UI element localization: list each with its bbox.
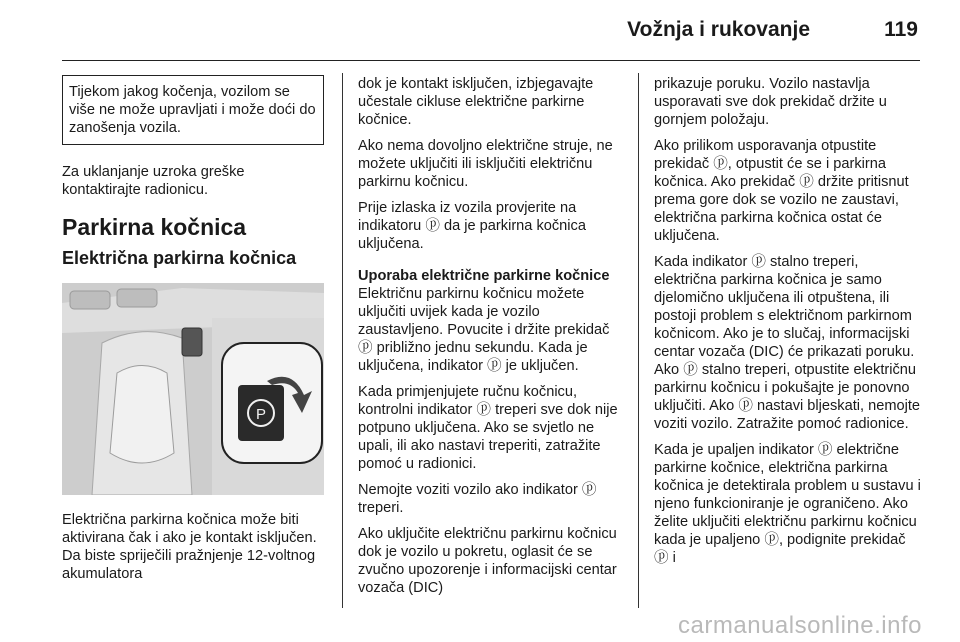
column-2 [358,75,626,605]
column-divider-2 [638,73,639,608]
paragraph: Električna parkirna kočnica može biti aktivirana čak i ako je kontakt isključen. Da biste spriječili pražnjenje 12-voltnog akumulatora [62,512,317,582]
page-number: 119 [884,18,918,41]
paragraph: Električnu parkirnu kočnicu možete uključiti uvijek kada je vozilo zaustavljeno. Povucite i držite prekidač ⓟ približno jednu sekundu. Kada je uključena, indikator ⓟ je uključen. [358,286,610,374]
usage-heading: Uporaba električne parkirne kočnice [358,268,610,284]
paragraph: Prije izlaska iz vozila provjerite na indikatoru ⓟ da je parkirna kočnica uključena. [358,200,586,252]
paragraph: Ako prilikom usporavanja otpustite prekidač ⓟ, otpustit će se i parkirna kočnica. Ako prekidač ⓟ držite pritisnut prema gore dok se vozilo ne zaustavi, električna parkirna kočnica ostat će uključena. [654,138,909,244]
warning-box [62,75,324,145]
paragraph: Nemojte voziti vozilo ako indikator ⓟ treperi. [358,482,597,516]
column-divider-1 [342,73,343,608]
watermark: carmanualsonline.info [678,612,922,639]
paragraph: Za uklanjanje uzroka greške kontaktirajte radionicu. [62,164,245,198]
paragraph: Kada indikator ⓟ stalno treperi, električna parkirna kočnica je samo djelomično uključena ili otpuštena, ili postoji problem s električnom parkirnom kočnicom. Ako je to slučaj, informacijski centar vozača (DIC) će prikazati poruku. Ako ⓟ stalno treperi, otpustite električnu parkirnu kočnicu i pokušajte je ponovno uključiti. Ako ⓟ nastavi bljeskati, nemojte voziti vozilo. Zatražite pomoć radionice. [654,254,921,432]
column-1 [62,75,324,591]
warning-text: Tijekom jakog kočenja, vozilom se više ne može upravljati i može doći do zanošenja vozila. [69,84,316,136]
parking-brake-illustration [62,283,324,495]
paragraph: Kada primjenjujete ručnu kočnicu, kontrolni indikator ⓟ treperi sve dok nije potpuno uključena. Ako se svjetlo ne upali, ili ako nastavi treperiti, zatražite pomoć u radionici. [358,384,618,472]
paragraph: Ako nema dovoljno električne struje, ne možete uključiti ili isključiti električnu parkirnu kočnicu. [358,138,613,190]
column-3 [654,75,922,575]
page-header-title: Vožnja i rukovanje [627,18,810,41]
header-rule [62,60,920,61]
section-heading: Parkirna kočnica [62,214,247,240]
console-drawing [62,283,324,495]
subsection-heading: Električna parkirna kočnica [62,248,297,268]
paragraph: prikazuje poruku. Vozilo nastavlja usporavati sve dok prekidač držite u gornjem položaju. [654,76,887,128]
paragraph: Kada je upaljen indikator ⓟ električne parkirne kočnice, električna parkirna kočnica je detektirala problem u sustavu i njeno funkcioniranje je ograničeno. Ako želite uključiti električnu parkirnu kočnicu kada je upaljeno ⓟ, podignite prekidač ⓟ i [654,442,921,566]
svg-text:P: P [256,406,267,423]
paragraph: Ako uključite električnu parkirnu kočnicu dok je vozilo u pokretu, oglasit će se zvučno upozorenje i informacijski centar vozača (DIC) [358,526,617,596]
paragraph: dok je kontakt isključen, izbjegavajte učestale cikluse električne parkirne kočnice. [358,76,594,128]
